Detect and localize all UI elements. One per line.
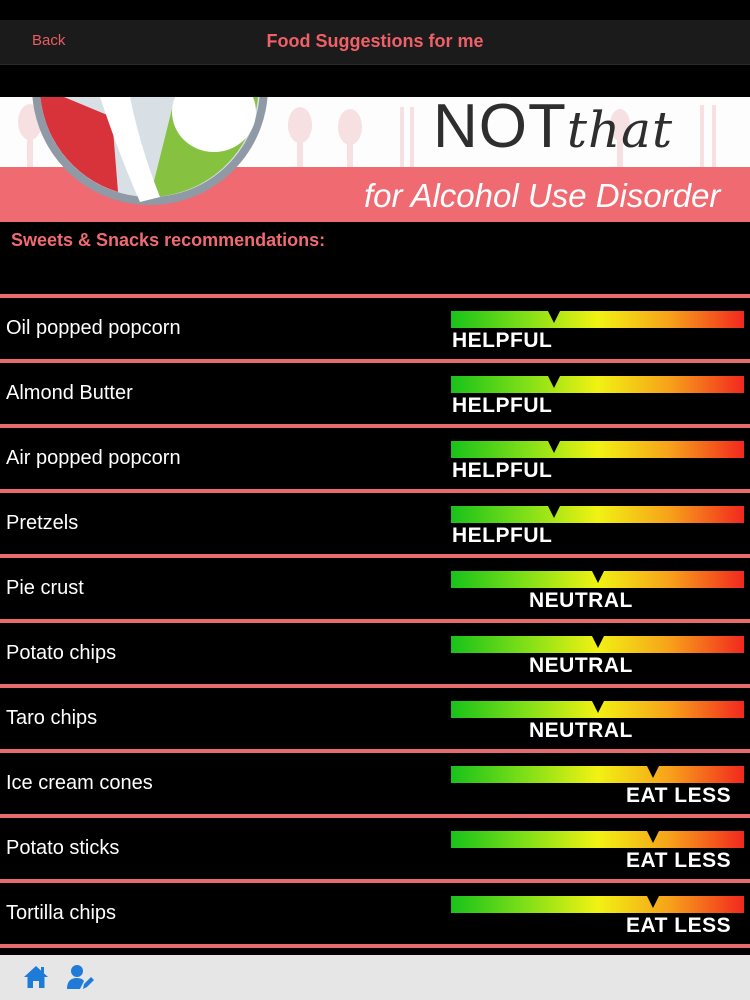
- banner: [0, 97, 750, 222]
- rating-label: NEUTRAL: [529, 719, 633, 742]
- food-name: Pie crust: [6, 577, 84, 599]
- rating-indicator: [647, 896, 659, 908]
- food-row[interactable]: [0, 554, 750, 619]
- brand-that: that: [566, 101, 674, 159]
- food-row[interactable]: [0, 879, 750, 948]
- logo-plate-icon: [0, 97, 290, 207]
- rating-indicator: [647, 766, 659, 778]
- food-name: Pretzels: [6, 512, 79, 534]
- brand-not: NOT: [433, 97, 567, 161]
- rating-meter: [451, 376, 744, 393]
- rating-indicator: [548, 441, 560, 453]
- food-name: Taro chips: [6, 707, 98, 729]
- rating-meter: [451, 441, 744, 458]
- rating-indicator: [548, 376, 560, 388]
- home-icon[interactable]: [22, 963, 50, 991]
- food-name: Potato chips: [6, 642, 117, 664]
- food-name: Potato sticks: [6, 837, 120, 859]
- user-edit-icon[interactable]: [66, 963, 94, 991]
- rating-label: HELPFUL: [452, 524, 553, 547]
- food-row[interactable]: [0, 619, 750, 684]
- food-name: Air popped popcorn: [6, 447, 181, 469]
- status-bar: [0, 0, 750, 20]
- banner-tagline: for Alcohol Use Disorder: [364, 177, 721, 214]
- rating-label: NEUTRAL: [529, 654, 633, 677]
- rating-label: EAT LESS: [626, 849, 732, 872]
- page-title: Food Suggestions for me: [266, 31, 484, 51]
- food-row[interactable]: [0, 749, 750, 814]
- food-row[interactable]: [0, 489, 750, 554]
- rating-label: HELPFUL: [452, 459, 553, 482]
- food-row[interactable]: [0, 684, 750, 749]
- food-name: Oil popped popcorn: [6, 317, 181, 339]
- rating-meter: [451, 636, 744, 653]
- food-row[interactable]: [0, 814, 750, 879]
- back-button[interactable]: Back: [32, 32, 66, 49]
- rating-meter: [451, 766, 744, 783]
- section-heading: Sweets & Snacks recommendations:: [11, 230, 326, 250]
- food-name: Tortilla chips: [6, 902, 117, 924]
- food-row[interactable]: [0, 424, 750, 489]
- rating-label: HELPFUL: [452, 394, 553, 417]
- food-row[interactable]: [0, 359, 750, 424]
- rating-indicator: [592, 701, 604, 713]
- food-name: Almond Butter: [6, 382, 133, 404]
- rating-indicator: [548, 311, 560, 323]
- rating-label: EAT LESS: [626, 784, 732, 807]
- rating-meter: [451, 701, 744, 718]
- rating-label: NEUTRAL: [529, 589, 633, 612]
- rating-indicator: [647, 831, 659, 843]
- tab-bar: [0, 955, 750, 1000]
- brand-wordmark: [433, 97, 673, 162]
- rating-meter: [451, 506, 744, 523]
- rating-label: HELPFUL: [452, 329, 553, 352]
- food-name: Ice cream cones: [6, 772, 153, 794]
- rating-meter: [451, 571, 744, 588]
- rating-label: EAT LESS: [626, 914, 732, 937]
- rating-meter: [451, 311, 744, 328]
- food-list: [0, 294, 750, 948]
- rating-indicator: [592, 571, 604, 583]
- rating-indicator: [592, 636, 604, 648]
- food-row[interactable]: [0, 294, 750, 359]
- rating-indicator: [548, 506, 560, 518]
- rating-meter: [451, 831, 744, 848]
- navigation-bar: [0, 20, 750, 65]
- rating-meter: [451, 896, 744, 913]
